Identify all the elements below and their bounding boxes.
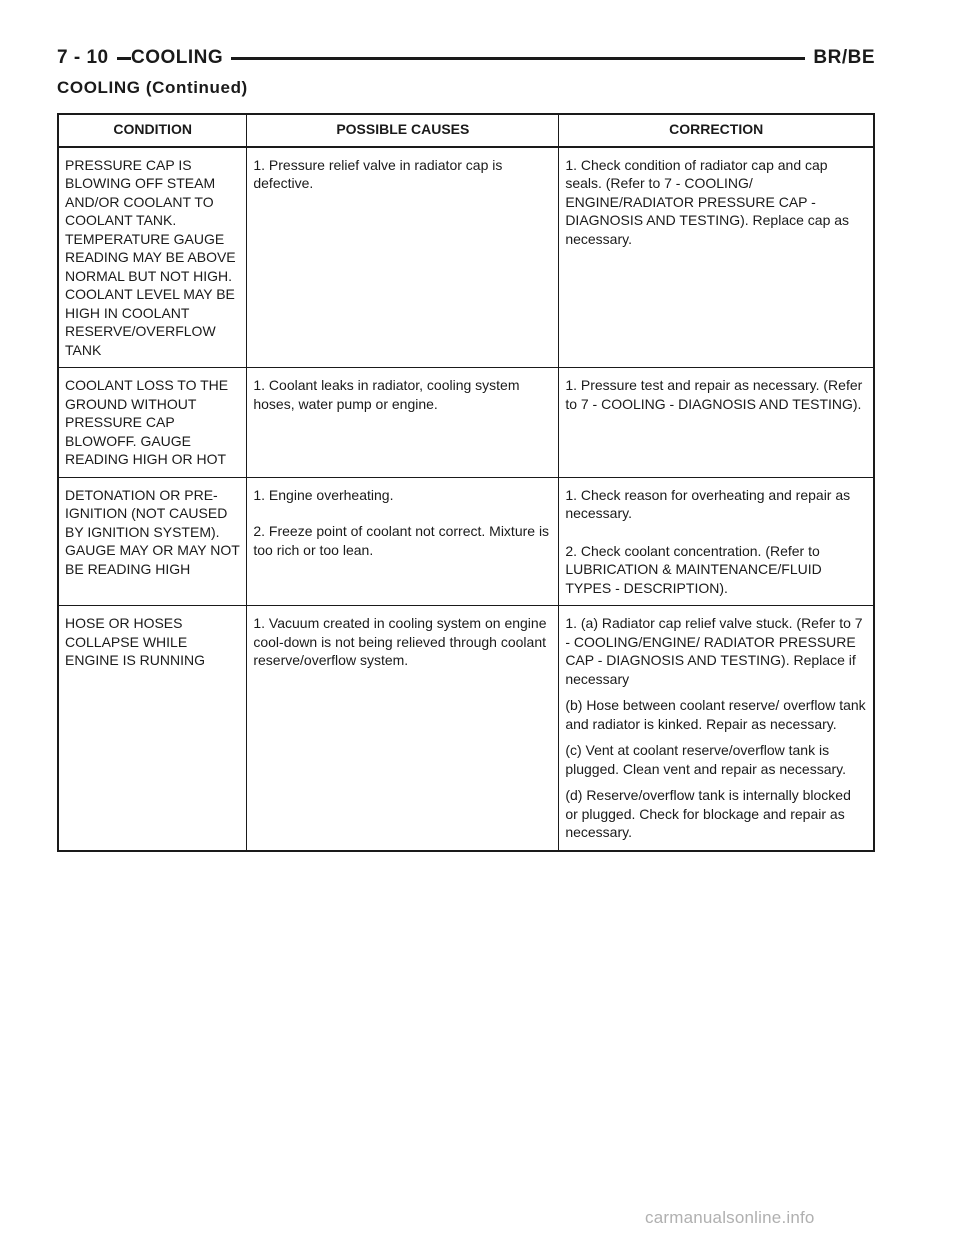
condition-cell: HOSE OR HOSES COLLAPSE WHILE ENGINE IS RUNNING [58,606,247,851]
table-row [58,147,874,368]
correction-item: (d) Reserve/overflow tank is internally blocked or plugged. Check for blockage and repair as necessary. [565,787,851,840]
correction-item: (b) Hose between coolant reserve/ overflow tank and radiator is kinked. Repair as necessary. [565,697,866,732]
correction-item: 1. (a) Radiator cap relief valve stuck. (Refer to 7 - COOLING/ENGINE/ RADIATOR PRESSURE CAP - DIAGNOSIS AND TESTING). Replace if necessary [565,615,863,687]
column-header-causes: POSSIBLE CAUSES [247,114,559,147]
column-header-correction: CORRECTION [559,114,874,147]
section-title: COOLING [131,46,231,70]
cause-item: 1. Engine overheating. [253,486,394,503]
page-header [57,44,875,72]
correction-item: 2. Check coolant concentration. (Refer to LUBRICATION & MAINTENANCE/FLUID TYPES - DESCRIPTION). [565,542,822,596]
table-header-row [58,114,874,147]
watermark: carmanualsonline.info [645,1208,815,1227]
condition-cell: COOLANT LOSS TO THE GROUND WITHOUT PRESSURE CAP BLOWOFF. GAUGE READING HIGH OR HOT [58,368,247,478]
page-number: 7 - 10 [57,46,117,70]
model-code: BR/BE [805,46,875,70]
cause-item: 2. Freeze point of coolant not correct. Mixture is too rich or too lean. [253,523,550,558]
cause-cell: 1. Pressure relief valve in radiator cap is defective. [247,147,559,368]
column-header-condition: CONDITION [58,114,247,147]
correction-item: (c) Vent at coolant reserve/overflow tank is plugged. Clean vent and repair as necessary. [565,742,847,777]
table-row [58,606,874,851]
correction-cell: 1. Pressure test and repair as necessary. (Refer to 7 - COOLING - DIAGNOSIS AND TESTING). [559,368,874,478]
table-row [58,368,874,478]
correction-cell [559,477,874,606]
table-row [58,477,874,606]
diagnosis-table [57,113,875,852]
correction-item: 1. Check reason for overheating and repair as necessary. [565,486,851,521]
cause-cell [247,477,559,606]
correction-cell: 1. Check condition of radiator cap and cap seals. (Refer to 7 - COOLING/ ENGINE/RADIATOR PRESSURE CAP - DIAGNOSIS AND TESTING). Replace cap as necessary. [559,147,874,368]
page-subtitle: COOLING (Continued) [57,78,248,97]
condition-cell: DETONATION OR PRE-IGNITION (NOT CAUSED BY IGNITION SYSTEM). GAUGE MAY OR MAY NOT BE READING HIGH [58,477,247,606]
condition-cell: PRESSURE CAP IS BLOWING OFF STEAM AND/OR COOLANT TO COOLANT TANK. TEMPERATURE GAUGE READING MAY BE ABOVE NORMAL BUT NOT HIGH. COOLANT LEVEL MAY BE HIGH IN COOLANT RESERVE/OVERFLOW TANK [58,147,247,368]
correction-cell [559,606,874,851]
cause-cell: 1. Vacuum created in cooling system on engine cool-down is not being relieved through coolant reserve/overflow system. [247,606,559,851]
cause-cell: 1. Coolant leaks in radiator, cooling system hoses, water pump or engine. [247,368,559,478]
